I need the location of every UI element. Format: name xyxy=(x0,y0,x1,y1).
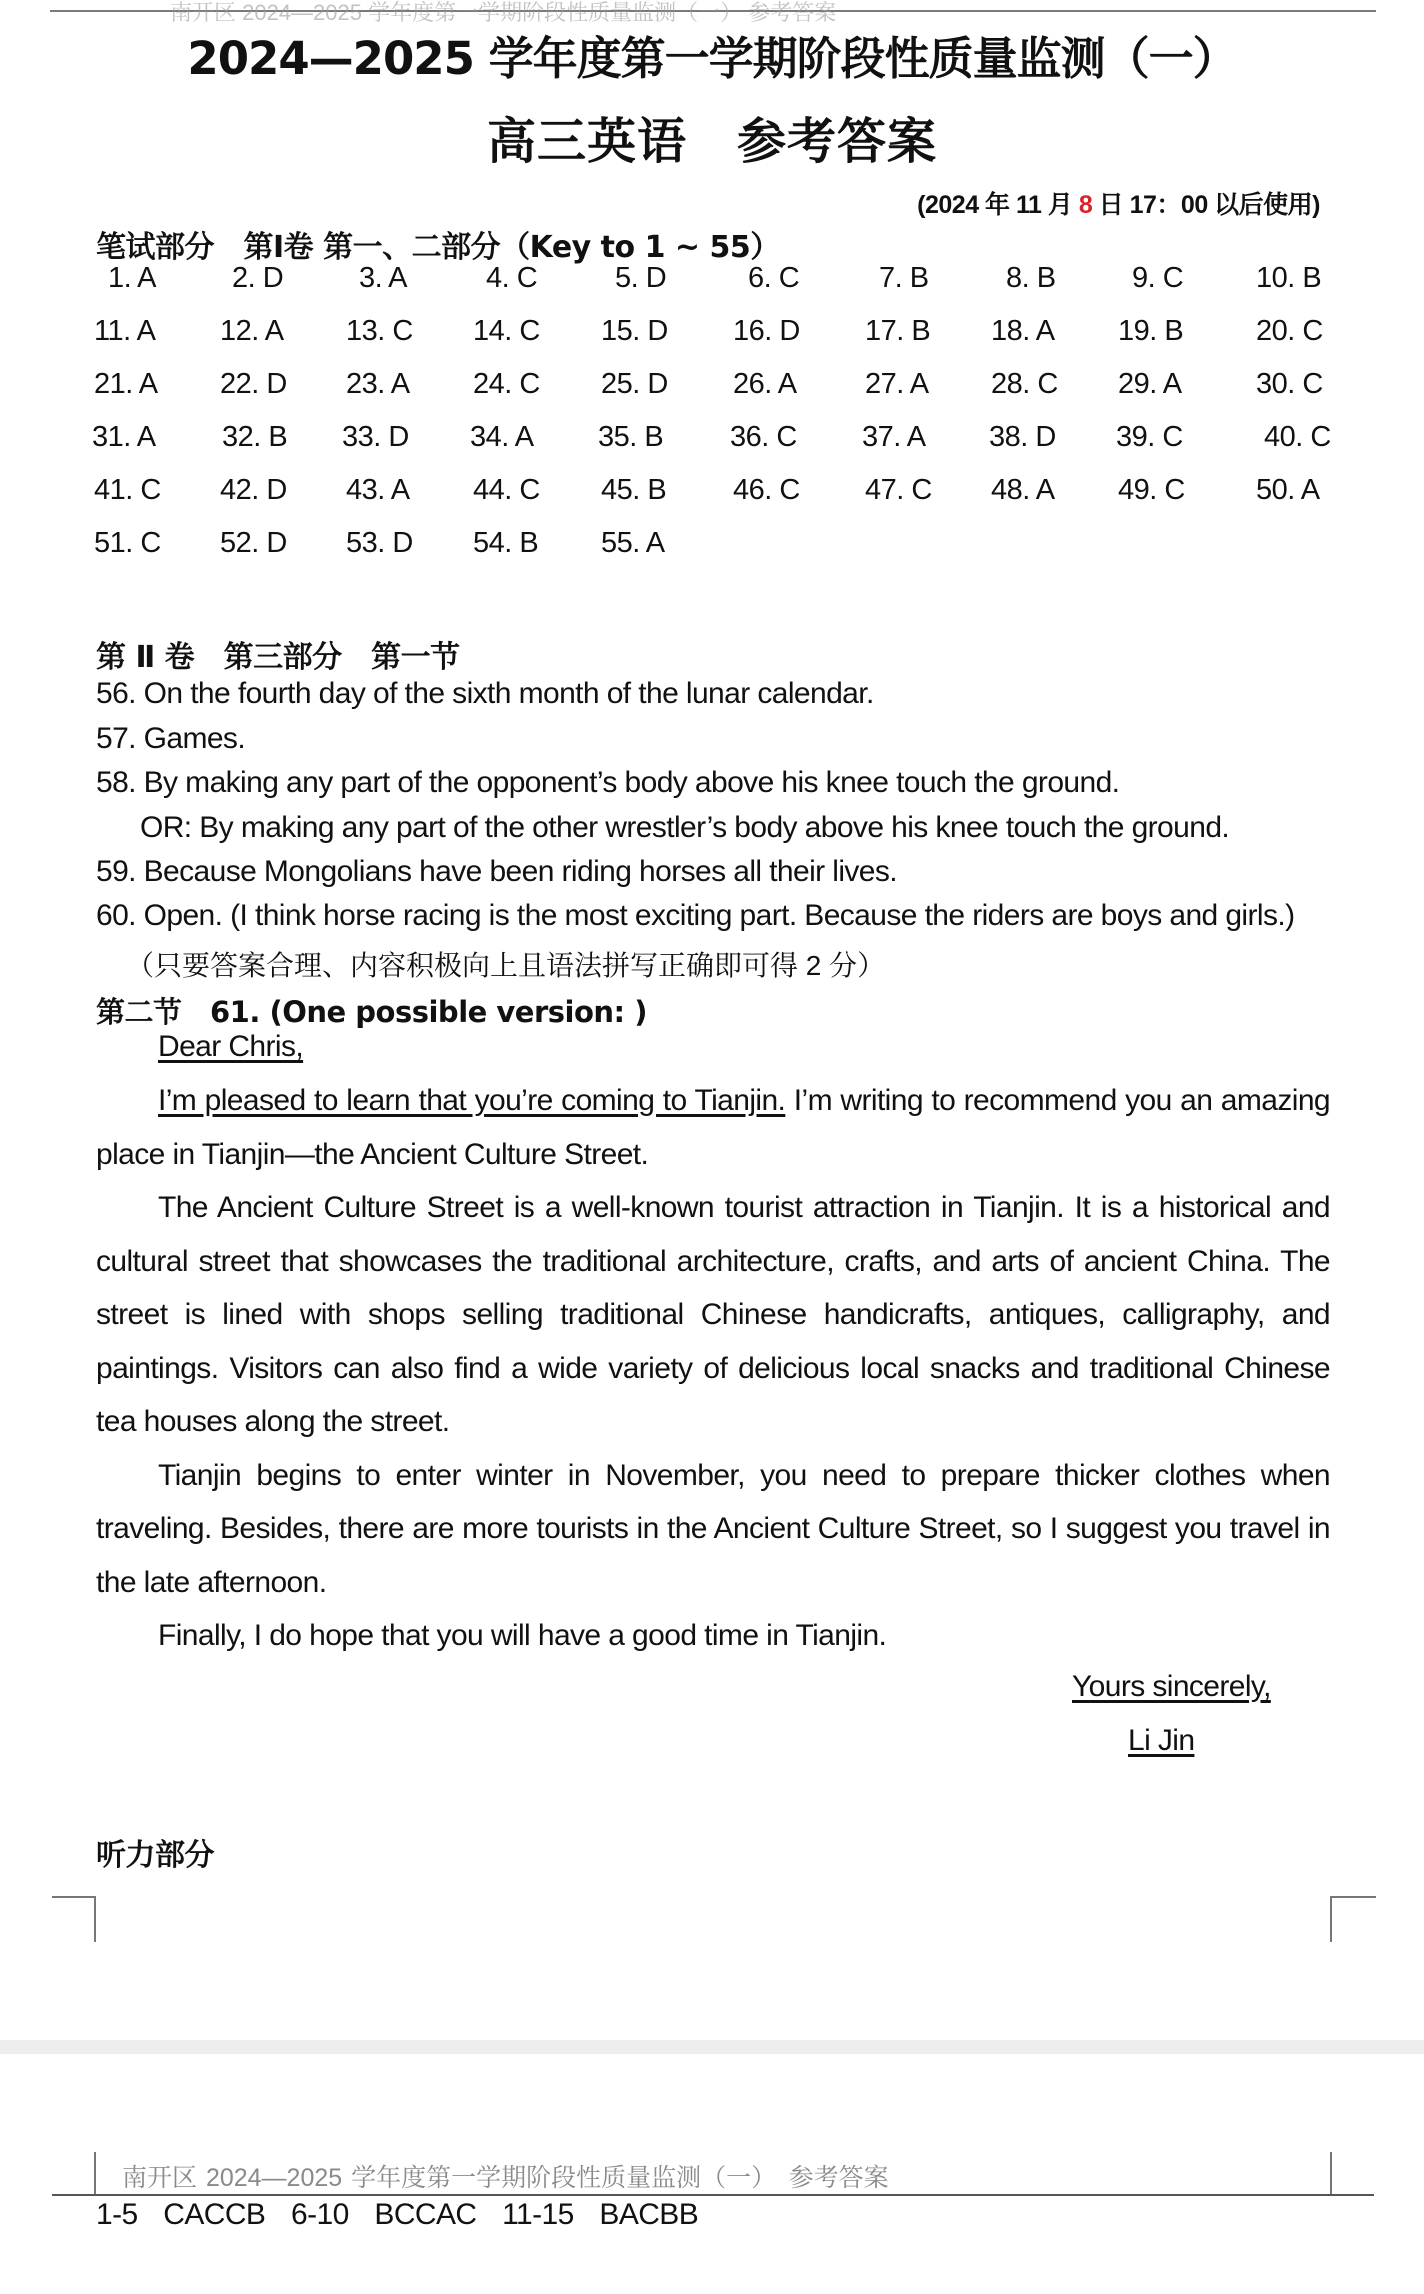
answer-cell: 20. C xyxy=(1256,315,1323,347)
section-heading-listening: 听力部分 xyxy=(96,1838,214,1873)
answer-cell: 41. C xyxy=(94,474,161,506)
letter-opening-sentence: I’m pleased to learn that you’re coming to Tianjin. xyxy=(158,1084,786,1117)
answer-cell: 15. D xyxy=(601,315,668,347)
answer-cell: 18. A xyxy=(991,315,1055,347)
cut-off-header-text: 南开区 2024—2025 学年度第一学期阶段性质量监测（一） 参考答案 xyxy=(170,0,837,25)
answer-cell: 22. D xyxy=(220,368,287,400)
answer-cell: 12. A xyxy=(220,315,284,347)
answer-cell: 13. C xyxy=(346,315,413,347)
usage-time-note xyxy=(917,185,1320,221)
answer-58: 58. By making any part of the opponent’s body above his knee touch the ground. xyxy=(96,766,1120,799)
answer-cell: 27. A xyxy=(865,368,929,400)
time-note-prefix: (2024 年 11 月 xyxy=(917,191,1079,219)
answer-cell: 54. B xyxy=(473,527,539,559)
page-separator xyxy=(0,2040,1424,2054)
time-note-suffix: 日 17：00 以后使用) xyxy=(1092,191,1320,219)
answer-cell: 53. D xyxy=(346,527,413,559)
section-heading-paper-2: 第 Ⅱ 卷 第三部分 第一节 xyxy=(96,640,460,675)
answer-60: 60. Open. (I think horse racing is the most exciting part. Because the riders are boys and girls.) xyxy=(96,899,1295,932)
answer-cell: 51. C xyxy=(94,527,161,559)
answer-cell: 25. D xyxy=(601,368,668,400)
document-title: 2024—2025 学年度第一学期阶段性质量监测（一） xyxy=(187,32,1237,85)
answer-57: 57. Games. xyxy=(96,722,246,755)
answer-cell: 14. C xyxy=(473,315,540,347)
answer-cell: 47. C xyxy=(865,474,932,506)
answer-cell: 9. C xyxy=(1132,262,1184,294)
document-subtitle: 高三英语 参考答案 xyxy=(486,113,937,170)
letter-paragraph-2: The Ancient Culture Street is a well-known tourist attraction in Tianjin. It is a historical and cultural street that showcases the traditional architecture, crafts, and arts of ancient China. The street is lined with shops selling traditional Chinese handicrafts, antiques, calligraphy, and paintings. Visitors can also find a wide variety of delicious local snacks and traditional Chinese tea houses along the street. xyxy=(96,1191,1330,1438)
letter-closing: Yours sincerely, xyxy=(1072,1670,1271,1703)
answer-cell: 6. C xyxy=(748,262,800,294)
time-note-day: 8 xyxy=(1078,191,1093,219)
answer-cell: 38. D xyxy=(989,421,1056,453)
answer-cell: 34. A xyxy=(470,421,534,453)
answer-cell: 33. D xyxy=(342,421,409,453)
answer-cell: 10. B xyxy=(1256,262,1322,294)
top-header-line xyxy=(50,0,1376,25)
listening-answers: 1-5 CACCB 6-10 BCCAC 11-15 BACBB xyxy=(96,2198,699,2231)
answer-cell: 46. C xyxy=(733,474,800,506)
answer-cell: 7. B xyxy=(879,262,929,294)
answer-cell: 19. B xyxy=(1118,315,1184,347)
grading-note: （只要答案合理、内容积极向上且语法拼写正确即可得 2 分） xyxy=(126,950,886,981)
answer-cell: 3. A xyxy=(359,262,407,294)
answer-cell: 39. C xyxy=(1116,421,1183,453)
answer-row xyxy=(84,474,1344,527)
sample-letter-body xyxy=(96,1074,1330,1663)
answer-cell: 11. A xyxy=(94,315,156,347)
answer-cell: 40. C xyxy=(1264,421,1331,453)
page-corner-mark xyxy=(1330,1896,1376,1942)
answer-cell: 26. A xyxy=(733,368,797,400)
answer-cell: 21. A xyxy=(94,368,158,400)
header-corner-mark xyxy=(1330,2152,1332,2194)
answer-cell: 45. B xyxy=(601,474,667,506)
answer-58-alternative: OR: By making any part of the other wrestler’s body above his knee touch the ground. xyxy=(140,811,1230,844)
answer-cell: 42. D xyxy=(220,474,287,506)
section-heading-writing: 第二节 61. (One possible version: ) xyxy=(96,995,647,1029)
answer-cell: 36. C xyxy=(730,421,797,453)
answer-cell: 31. A xyxy=(92,421,156,453)
page-corner-mark xyxy=(52,1896,96,1942)
answer-cell: 43. A xyxy=(346,474,410,506)
header-corner-mark xyxy=(94,2152,96,2194)
answer-cell: 17. B xyxy=(865,315,931,347)
answer-cell: 23. A xyxy=(346,368,410,400)
answer-row xyxy=(84,315,1344,368)
answer-cell: 28. C xyxy=(991,368,1058,400)
answer-cell: 2. D xyxy=(232,262,284,294)
answer-cell: 24. C xyxy=(473,368,540,400)
answer-cell: 29. A xyxy=(1118,368,1182,400)
multiple-choice-answer-grid xyxy=(84,262,1344,580)
answer-cell: 50. A xyxy=(1256,474,1320,506)
answer-59: 59. Because Mongolians have been riding horses all their lives. xyxy=(96,855,898,888)
letter-greeting: Dear Chris, xyxy=(158,1030,304,1063)
answer-cell: 44. C xyxy=(473,474,540,506)
answer-row xyxy=(84,527,1344,580)
section-heading-written-part: 笔试部分 第Ⅰ卷 第一、二部分（Key to 1 ~ 55） xyxy=(96,230,780,265)
page-header: 南开区 2024—2025 学年度第一学期阶段性质量监测（一） 参考答案 xyxy=(122,2164,889,2192)
answer-cell: 32. B xyxy=(222,421,288,453)
letter-paragraph-3: Tianjin begins to enter winter in November, you need to prepare thicker clothes when traveling. Besides, there are more tourists in the Ancient Culture Street, so I suggest you travel in the late afternoon. xyxy=(96,1458,1330,1599)
letter-signature: Li Jin xyxy=(1128,1724,1195,1757)
answer-row xyxy=(84,262,1344,315)
answer-cell: 35. B xyxy=(598,421,664,453)
answer-key-page-2 xyxy=(0,2054,1424,2294)
answer-cell: 48. A xyxy=(991,474,1055,506)
header-rule xyxy=(52,2194,1374,2196)
answer-cell: 16. D xyxy=(733,315,800,347)
answer-cell: 52. D xyxy=(220,527,287,559)
answer-cell: 1. A xyxy=(108,262,156,294)
answer-cell: 37. A xyxy=(862,421,926,453)
answer-cell: 4. C xyxy=(486,262,538,294)
answer-row xyxy=(84,368,1344,421)
letter-paragraph-1-rest: I’m writing to recommend you an amazing place in Tianjin—the Ancient Culture Street. xyxy=(96,1084,1330,1171)
answer-56: 56. On the fourth day of the sixth month of the lunar calendar. xyxy=(96,677,874,710)
answer-cell: 30. C xyxy=(1256,368,1323,400)
letter-paragraph xyxy=(96,1074,1330,1181)
answer-row xyxy=(84,421,1344,474)
answer-cell: 5. D xyxy=(615,262,667,294)
answer-cell: 55. A xyxy=(601,527,665,559)
answer-cell: 49. C xyxy=(1118,474,1185,506)
answer-cell: 8. B xyxy=(1006,262,1056,294)
letter-paragraph-4: Finally, I do hope that you will have a good time in Tianjin. xyxy=(158,1619,887,1652)
